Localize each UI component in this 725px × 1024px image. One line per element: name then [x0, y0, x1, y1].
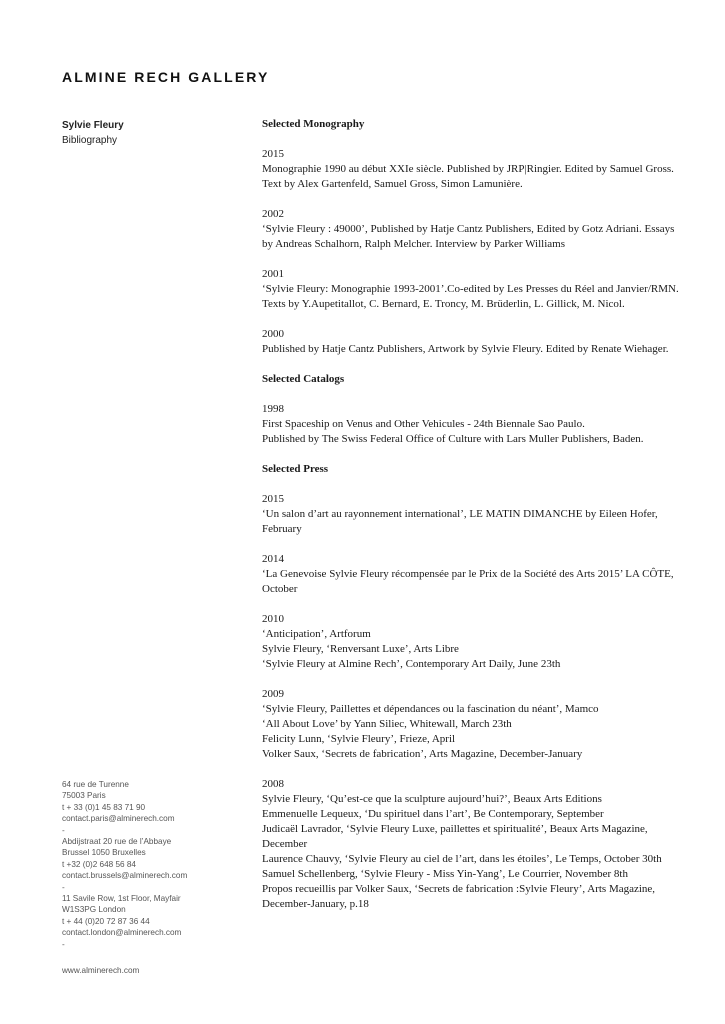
entry-text: ‘All About Love’ by Yann Siliec, Whitewall, March 23th: [262, 718, 512, 730]
bibliography-entry: [262, 492, 682, 537]
address-line: 75003 Paris: [62, 791, 106, 801]
address-line: t + 33 (0)1 45 83 71 90: [62, 802, 146, 812]
entry-text: ‘Sylvie Fleury, Paillettes et dépendances ou la fascination du néant’, Mamco: [262, 703, 599, 715]
entry-text: Monographie 1990 au début XXIe siècle. Published by JRP|Ringier. Edited by Samuel Gross. Text by Alex Gartenfeld, Samuel Gross, Simon Lamunière.: [262, 163, 674, 190]
bibliography-entry: [262, 687, 682, 762]
entry-text: Samuel Schellenberg, ‘Sylvie Fleury - Miss Yin-Yang’, Le Courrier, November 8th: [262, 868, 628, 880]
entry-text: Felicity Lunn, ‘Sylvie Fleury’, Frieze, April: [262, 733, 456, 745]
gallery-logo: ALMINE RECH GALLERY: [62, 69, 270, 85]
section-heading: Selected Press: [262, 463, 329, 475]
bibliography-entry: [262, 327, 682, 357]
address-line: t + 44 (0)20 72 87 36 44: [62, 916, 150, 926]
bibliography-entry: [262, 147, 682, 192]
bibliography-entry: [262, 207, 682, 252]
bibliography-entry: [262, 267, 682, 312]
address-line: -: [62, 939, 65, 949]
entry-text: ‘Sylvie Fleury : 49000’, Published by Hatje Cantz Publishers, Edited by Gotz Adriani. Essays by Andreas Schalhorn, Ralph Melcher. Interview by Parker Williams: [262, 223, 675, 250]
entry-text: ‘Sylvie Fleury: Monographie 1993-2001’.Co-edited by Les Presses du Réel and Janvier/RMN.: [262, 283, 679, 295]
entry-text: ‘Un salon d’art au rayonnement international’, LE MATIN DIMANCHE by Eileen Hofer, February: [262, 508, 658, 535]
address-line: contact.london@alminerech.com: [62, 928, 182, 938]
entry-text: ‘Anticipation’, Artforum: [262, 628, 371, 640]
document-subtitle: Bibliography: [62, 135, 118, 146]
bibliography-entry: [262, 777, 682, 912]
address-line: contact.paris@alminerech.com: [62, 814, 175, 824]
entry-year: 2002: [262, 208, 284, 220]
address-line: 64 rue de Turenne: [62, 780, 129, 789]
section-heading: Selected Monography: [262, 118, 365, 130]
entry-text: Sylvie Fleury, ‘Qu’est-ce que la sculpture aujourd’hui?’, Beaux Arts Editions: [262, 793, 602, 805]
entry-text: ‘La Genevoise Sylvie Fleury récompensée par le Prix de la Société des Arts 2015’ LA CÔTE, October: [262, 568, 674, 595]
artist-header: [62, 118, 124, 148]
entry-text: First Spaceship on Venus and Other Vehicules - 24th Biennale Sao Paulo.: [262, 418, 585, 430]
entry-text: Published by Hatje Cantz Publishers, Artwork by Sylvie Fleury. Edited by Renate Wiehager.: [262, 343, 669, 355]
entry-year: 2015: [262, 493, 284, 505]
bibliography-entry: [262, 612, 682, 672]
artist-name: Sylvie Fleury: [62, 120, 124, 131]
entry-text: Propos recueillis par Volker Saux, ‘Secrets de fabrication :Sylvie Fleury’, Arts Magazine, December-January, p.18: [262, 883, 656, 910]
gallery-addresses: [62, 779, 252, 950]
address-line: -: [62, 825, 65, 835]
website-link[interactable]: www.alminerech.com: [62, 966, 140, 975]
entry-text: Published by The Swiss Federal Office of Culture with Lars Muller Publishers, Baden.: [262, 433, 644, 445]
section-heading: Selected Catalogs: [262, 373, 345, 385]
address-line: -: [62, 882, 65, 892]
entry-text: Judicaël Lavrador, ‘Sylvie Fleury Luxe, paillettes et spiritualité’, Beaux Arts Magazine, December: [262, 823, 648, 850]
entry-text: Emmenuelle Lequeux, ‘Du spirituel dans l’art’, Be Contemporary, September: [262, 808, 604, 820]
address-line: Abdijstraat 20 rue de l’Abbaye: [62, 837, 172, 847]
entry-year: 2001: [262, 268, 284, 280]
bibliography-entry: [262, 402, 682, 447]
entry-text: ‘Sylvie Fleury at Almine Rech’, Contemporary Art Daily, June 23th: [262, 658, 561, 670]
entry-text: Sylvie Fleury, ‘Renversant Luxe’, Arts Libre: [262, 643, 459, 655]
bibliography-entry: [262, 552, 682, 597]
entry-text: Volker Saux, ‘Secrets de fabrication’, Arts Magazine, December-January: [262, 748, 583, 760]
entry-year: 1998: [262, 403, 284, 415]
address-line: W1S3PG London: [62, 905, 126, 915]
entry-year: 2010: [262, 613, 284, 625]
address-line: contact.brussels@alminerech.com: [62, 871, 188, 881]
entry-year: 2008: [262, 778, 284, 790]
bibliography-content: [262, 117, 682, 927]
entry-text: Laurence Chauvy, ‘Sylvie Fleury au ciel de l’art, dans les étoiles’, Le Temps, October 30th: [262, 853, 662, 865]
address-line: Brussel 1050 Bruxelles: [62, 848, 146, 858]
entry-year: 2009: [262, 688, 284, 700]
entry-year: 2014: [262, 553, 284, 565]
entry-year: 2015: [262, 148, 284, 160]
address-line: 11 Savile Row, 1st Floor, Mayfair: [62, 894, 181, 904]
entry-text: Texts by Y.Aupetitallot, C. Bernard, E. Troncy, M. Brüderlin, L. Gillick, M. Nicol.: [262, 298, 625, 310]
address-line: t +32 (0)2 648 56 84: [62, 859, 136, 869]
entry-year: 2000: [262, 328, 284, 340]
